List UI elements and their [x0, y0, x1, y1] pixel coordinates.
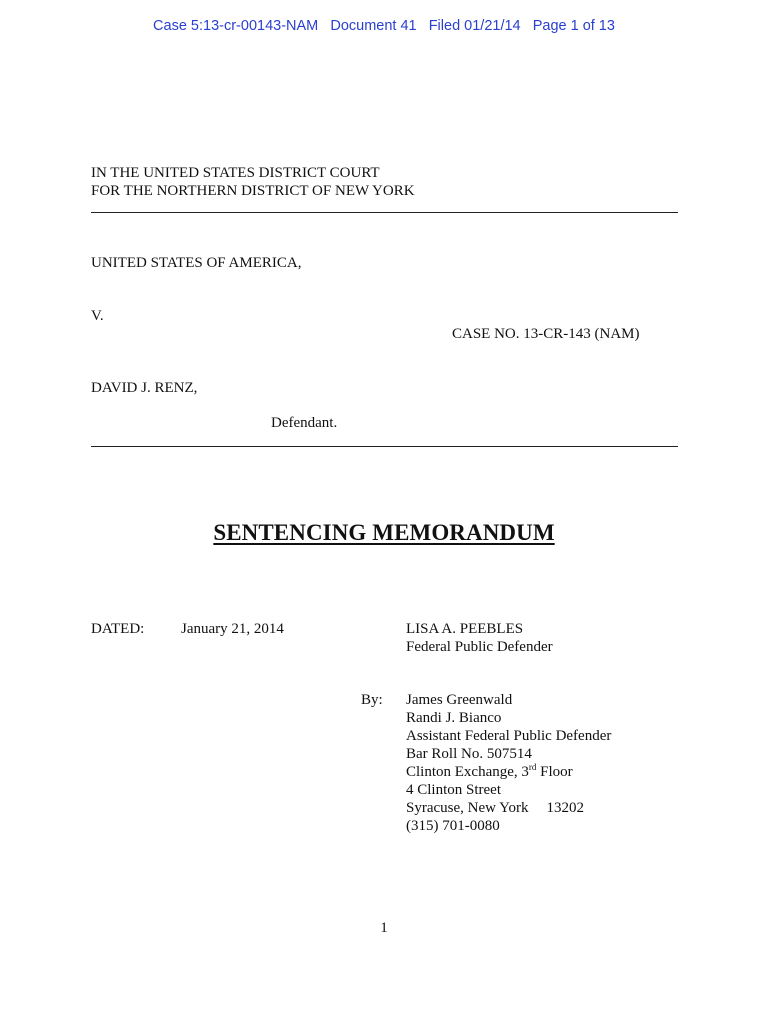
dated-value: January 21, 2014: [181, 621, 284, 637]
court-name-line2: FOR THE NORTHERN DISTRICT OF NEW YORK: [91, 183, 415, 199]
office-title: Federal Public Defender: [406, 639, 553, 655]
defendant-label: Defendant.: [271, 415, 338, 431]
attorney-block: [406, 691, 611, 835]
city-line: [406, 799, 611, 817]
plaintiff-name: UNITED STATES OF AMERICA,: [91, 255, 302, 271]
address-line-2: 4 Clinton Street: [406, 782, 501, 798]
stamp-page-count: Page 1 of 13: [532, 18, 615, 34]
address-line-1-tail: Floor: [536, 764, 573, 780]
caption-bottom-rule: [91, 446, 678, 447]
address-line-1-main: Clinton Exchange, 3: [406, 764, 529, 780]
attorney-name-1: James Greenwald: [406, 692, 513, 708]
stamp-document-number: Document 41: [330, 18, 417, 34]
dated-label: DATED:: [91, 621, 145, 637]
by-label: By:: [361, 692, 383, 708]
address-line-1: [406, 763, 611, 781]
office-block: [406, 620, 553, 656]
office-name: LISA A. PEEBLES: [406, 621, 524, 637]
defendant-name: DAVID J. RENZ,: [91, 380, 198, 396]
phone-number: (315) 701-0080: [406, 818, 500, 834]
bar-roll-number: Bar Roll No. 507514: [406, 746, 532, 762]
stamp-filed-date: Filed 01/21/14: [428, 18, 521, 34]
attorney-title: Assistant Federal Public Defender: [406, 728, 612, 744]
case-number: CASE NO. 13-CR-143 (NAM): [452, 326, 640, 342]
versus-label: V.: [91, 308, 104, 324]
court-name-line1: IN THE UNITED STATES DISTRICT COURT: [91, 165, 380, 181]
zip-code: 13202: [546, 800, 584, 816]
page-number: 1: [380, 920, 388, 936]
document-title: SENTENCING MEMORANDUM: [213, 520, 555, 545]
ecf-header-stamp: [0, 18, 768, 34]
address-line-1-ordinal: rd: [528, 762, 537, 772]
stamp-case-number: Case 5:13-cr-00143-NAM: [153, 18, 319, 34]
city-state: Syracuse, New York: [406, 800, 529, 816]
attorney-name-2: Randi J. Bianco: [406, 710, 502, 726]
caption-top-rule: [91, 212, 678, 213]
